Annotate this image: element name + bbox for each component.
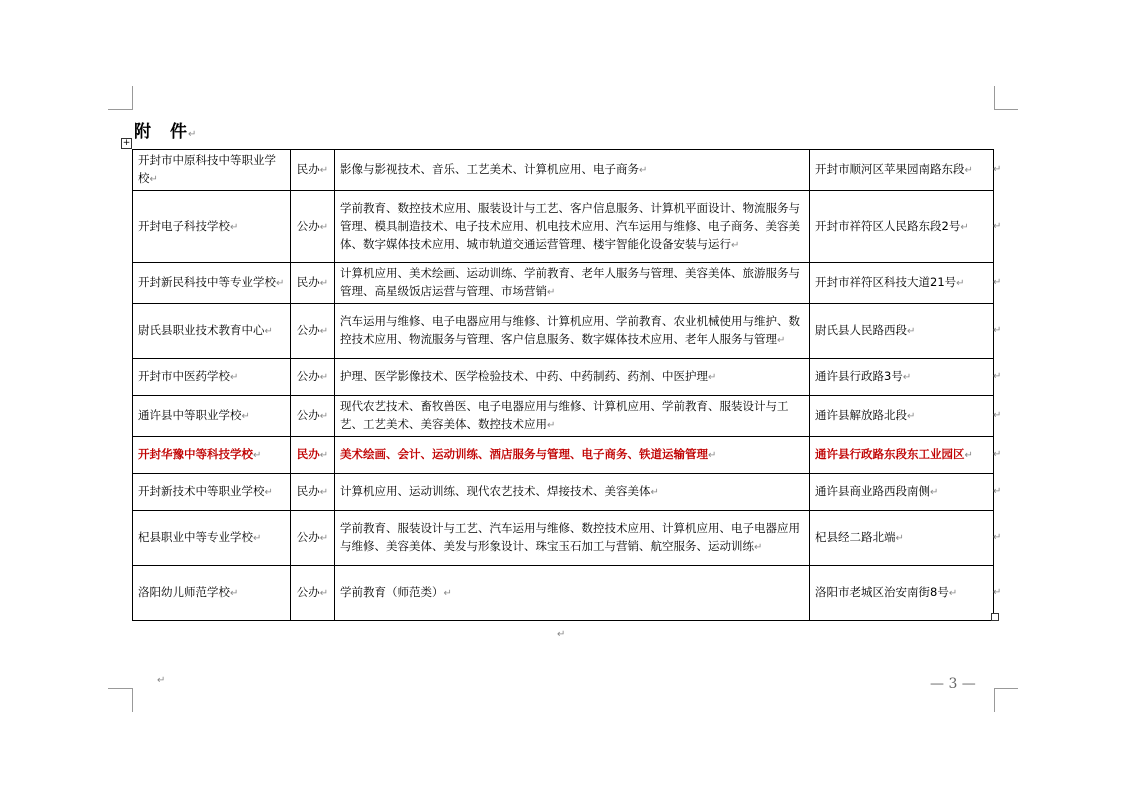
row-end-mark: ↵ (993, 486, 1002, 497)
school-type-cell (291, 474, 335, 511)
paragraph-mark: ↵ (443, 588, 452, 599)
paragraph-mark: ↵ (264, 487, 273, 498)
school-name-cell (133, 191, 291, 263)
address-cell (810, 437, 994, 474)
school-type-cell (291, 566, 335, 621)
address-cell-text: 杞县经二路北端 (815, 530, 896, 544)
school-type-cell-text: 公办 (296, 369, 320, 383)
address-cell-text: 通许县解放路北段 (815, 408, 907, 422)
crop-mark-bottom-right-v (994, 688, 995, 712)
address-cell-text: 开封市祥符区人民路东段2号 (815, 218, 961, 233)
paragraph-mark: ↵ (319, 278, 329, 289)
paragraph-mark: ↵ (907, 411, 916, 422)
paragraph-mark: ↵ (149, 174, 158, 185)
paragraph-mark: ↵ (319, 588, 329, 599)
majors-cell (335, 566, 810, 621)
school-name-cell (133, 566, 291, 621)
address-cell (810, 511, 994, 566)
table-row (133, 437, 994, 474)
paragraph-mark: ↵ (708, 372, 717, 383)
school-name-cell-text: 洛阳幼儿师范学校 (138, 585, 230, 599)
paragraph-mark: ↵ (547, 287, 556, 298)
address-cell-text: 开封市顺河区苹果园南路东段 (815, 162, 965, 176)
paragraph-mark: ↵ (188, 129, 198, 140)
paragraph-mark: ↵ (230, 221, 239, 233)
paragraph-mark: ↵ (253, 450, 262, 461)
majors-cell (335, 150, 810, 191)
address-cell-text: 通许县行政路东段东工业园区 (815, 447, 965, 461)
paragraph-mark: ↵ (319, 221, 329, 233)
row-end-mark: ↵ (993, 277, 1002, 288)
majors-cell-text: 美术绘画、会计、运动训练、酒店服务与管理、电子商务、铁道运输管理 (340, 447, 708, 461)
school-type-cell-text: 民办 (296, 162, 320, 176)
school-name-cell-text: 开封新技术中等职业学校 (138, 484, 265, 498)
heading-title: 附 件 (134, 122, 188, 142)
school-name-cell (133, 263, 291, 304)
table-row (133, 396, 994, 437)
row-end-mark: ↵ (993, 220, 1002, 232)
row-end-mark: ↵ (993, 410, 1002, 421)
majors-cell (335, 263, 810, 304)
majors-cell-text: 影像与影视技术、音乐、工艺美术、计算机应用、电子商务 (340, 162, 639, 176)
school-type-cell-text: 公办 (296, 408, 320, 422)
school-name-cell (133, 150, 291, 191)
paragraph-mark: ↵ (276, 278, 285, 289)
school-name-cell (133, 511, 291, 566)
school-name-cell (133, 359, 291, 396)
crop-mark-top-right-v (994, 86, 995, 110)
table-row (133, 474, 994, 511)
address-cell (810, 304, 994, 359)
paragraph-mark: ↵ (547, 420, 556, 431)
address-cell-text: 通许县商业路西段南侧 (815, 484, 930, 498)
school-name-cell-text: 开封新民科技中等专业学校 (138, 275, 276, 289)
majors-cell (335, 359, 810, 396)
paragraph-mark: ↵ (319, 326, 329, 337)
majors-cell (335, 511, 810, 566)
address-cell (810, 191, 994, 263)
majors-cell (335, 304, 810, 359)
school-name-cell-text: 开封华豫中等科技学校 (138, 447, 253, 461)
school-name-cell (133, 396, 291, 437)
table-row (133, 150, 994, 191)
address-cell-text: 洛阳市老城区治安南街8号 (815, 585, 949, 599)
paragraph-mark: ↵ (241, 411, 250, 422)
crop-mark-top-right-h (994, 109, 1018, 110)
crop-mark-bottom-left-h (108, 688, 132, 689)
school-table (132, 149, 994, 621)
school-name-cell-text: 杞县职业中等专业学校 (138, 530, 253, 544)
school-type-cell-text: 民办 (296, 484, 320, 498)
paragraph-mark: ↵ (930, 487, 939, 498)
paragraph-mark: ↵ (731, 239, 740, 251)
row-end-mark: ↵ (993, 371, 1002, 382)
school-type-cell (291, 437, 335, 474)
paragraph-mark: ↵ (956, 278, 965, 289)
school-name-cell-text: 开封市中医药学校 (138, 369, 230, 383)
school-type-cell-text: 民办 (296, 275, 320, 289)
paragraph-mark: ↵ (777, 335, 786, 346)
paragraph-mark: ↵ (319, 165, 329, 176)
address-cell (810, 263, 994, 304)
majors-cell (335, 474, 810, 511)
paragraph-mark: ↵ (964, 450, 973, 461)
address-cell-text: 开封市祥符区科技大道21号 (815, 275, 957, 289)
paragraph-mark: ↵ (230, 588, 239, 599)
paragraph-mark: ↵ (907, 326, 916, 337)
school-name-cell-text: 尉氏县职业技术教育中心 (138, 323, 265, 337)
paragraph-mark: ↵ (557, 629, 566, 640)
address-cell (810, 474, 994, 511)
crop-mark-bottom-right-h (994, 688, 1018, 689)
majors-cell-text: 计算机应用、运动训练、现代农艺技术、焊接技术、美容美体 (340, 484, 651, 498)
school-name-cell-text: 开封市中原科技中等职业学校 (138, 153, 276, 185)
school-type-cell (291, 511, 335, 566)
paragraph-mark: ↵ (754, 542, 763, 553)
school-type-cell-text: 公办 (296, 530, 320, 544)
table-row (133, 359, 994, 396)
paragraph-mark: ↵ (902, 372, 912, 383)
attachment-heading (134, 117, 197, 142)
row-end-mark: ↵ (993, 449, 1002, 460)
table-row (133, 304, 994, 359)
table-row (133, 263, 994, 304)
address-cell-text: 通许县行政路3号 (815, 369, 903, 383)
majors-cell (335, 396, 810, 437)
majors-cell (335, 437, 810, 474)
school-type-cell-text: 公办 (296, 218, 320, 233)
majors-cell-text: 现代农艺技术、畜牧兽医、电子电器应用与维修、计算机应用、学前教育、服装设计与工艺、工艺美术、美容美体、数控技术应用 (340, 399, 789, 431)
school-type-cell-text: 公办 (296, 585, 320, 599)
school-type-cell (291, 304, 335, 359)
table-row (133, 566, 994, 621)
page-number: — 3 — (930, 676, 976, 692)
school-type-cell (291, 191, 335, 263)
row-end-mark: ↵ (993, 532, 1002, 543)
paragraph-mark: ↵ (319, 533, 329, 544)
school-table-body (133, 150, 994, 621)
paragraph-mark: ↵ (639, 165, 648, 176)
paragraph-mark: ↵ (708, 450, 717, 461)
table-resize-handle-icon[interactable] (991, 613, 999, 621)
majors-cell-text: 计算机应用、美术绘画、运动训练、学前教育、老年人服务与管理、美容美体、旅游服务与管理、高星级饭店运营与管理、市场营销 (340, 266, 800, 298)
paragraph-mark: ↵ (319, 411, 329, 422)
school-type-cell-text: 民办 (296, 447, 320, 461)
crop-mark-top-left-v (132, 86, 133, 110)
paragraph-mark: ↵ (964, 165, 973, 176)
school-type-cell-text: 公办 (296, 323, 320, 337)
paragraph-mark: ↵ (895, 533, 904, 544)
majors-cell-text: 护理、医学影像技术、医学检验技术、中药、中药制药、药剂、中医护理 (340, 369, 708, 383)
address-cell (810, 359, 994, 396)
school-type-cell (291, 263, 335, 304)
paragraph-mark: ↵ (650, 487, 659, 498)
row-end-mark: ↵ (993, 164, 1002, 175)
paragraph-mark: ↵ (253, 533, 262, 544)
table-move-handle-icon[interactable] (121, 138, 132, 149)
majors-cell-text: 学前教育、数控技术应用、服装设计与工艺、客户信息服务、计算机平面设计、物流服务与管理、模具制造技术、电子技术应用、机电技术应用、汽车运用与维修、电子商务、美容美体、数字媒体技术应用、城市轨道交通运营管理、楼宇智能化设备安装与运行 (340, 200, 800, 251)
address-cell (810, 396, 994, 437)
address-cell (810, 150, 994, 191)
crop-mark-top-left-h (108, 109, 132, 110)
address-cell (810, 566, 994, 621)
paragraph-mark: ↵ (960, 221, 969, 233)
paragraph-mark: ↵ (230, 372, 239, 383)
majors-cell-text: 汽车运用与维修、电子电器应用与维修、计算机应用、学前教育、农业机械使用与维护、数控技术应用、物流服务与管理、客户信息服务、数字媒体技术应用、老年人服务与管理 (340, 314, 800, 346)
majors-cell (335, 191, 810, 263)
row-end-mark: ↵ (993, 325, 1002, 336)
majors-cell-text: 学前教育（师范类） (340, 585, 444, 599)
paragraph-mark: ↵ (319, 487, 329, 498)
school-name-cell-text: 通许县中等职业学校 (138, 408, 242, 422)
school-type-cell (291, 150, 335, 191)
majors-cell-text: 学前教育、服装设计与工艺、汽车运用与维修、数控技术应用、计算机应用、电子电器应用与维修、美容美体、美发与形象设计、珠宝玉石加工与营销、航空服务、运动训练 (340, 521, 800, 553)
table-row (133, 191, 994, 263)
paragraph-mark: ↵ (319, 450, 329, 461)
school-type-cell (291, 396, 335, 437)
school-name-cell (133, 304, 291, 359)
school-type-cell (291, 359, 335, 396)
table-row (133, 511, 994, 566)
paragraph-mark: ↵ (319, 372, 329, 383)
paragraph-mark: ↵ (948, 588, 958, 599)
row-end-mark: ↵ (993, 587, 1002, 598)
paragraph-mark: ↵ (264, 326, 273, 337)
school-name-cell-text: 开封电子科技学校 (138, 218, 230, 233)
school-name-cell (133, 437, 291, 474)
paragraph-mark: ↵ (157, 675, 166, 686)
address-cell-text: 尉氏县人民路西段 (815, 323, 907, 337)
school-name-cell (133, 474, 291, 511)
crop-mark-bottom-left-v (132, 688, 133, 712)
